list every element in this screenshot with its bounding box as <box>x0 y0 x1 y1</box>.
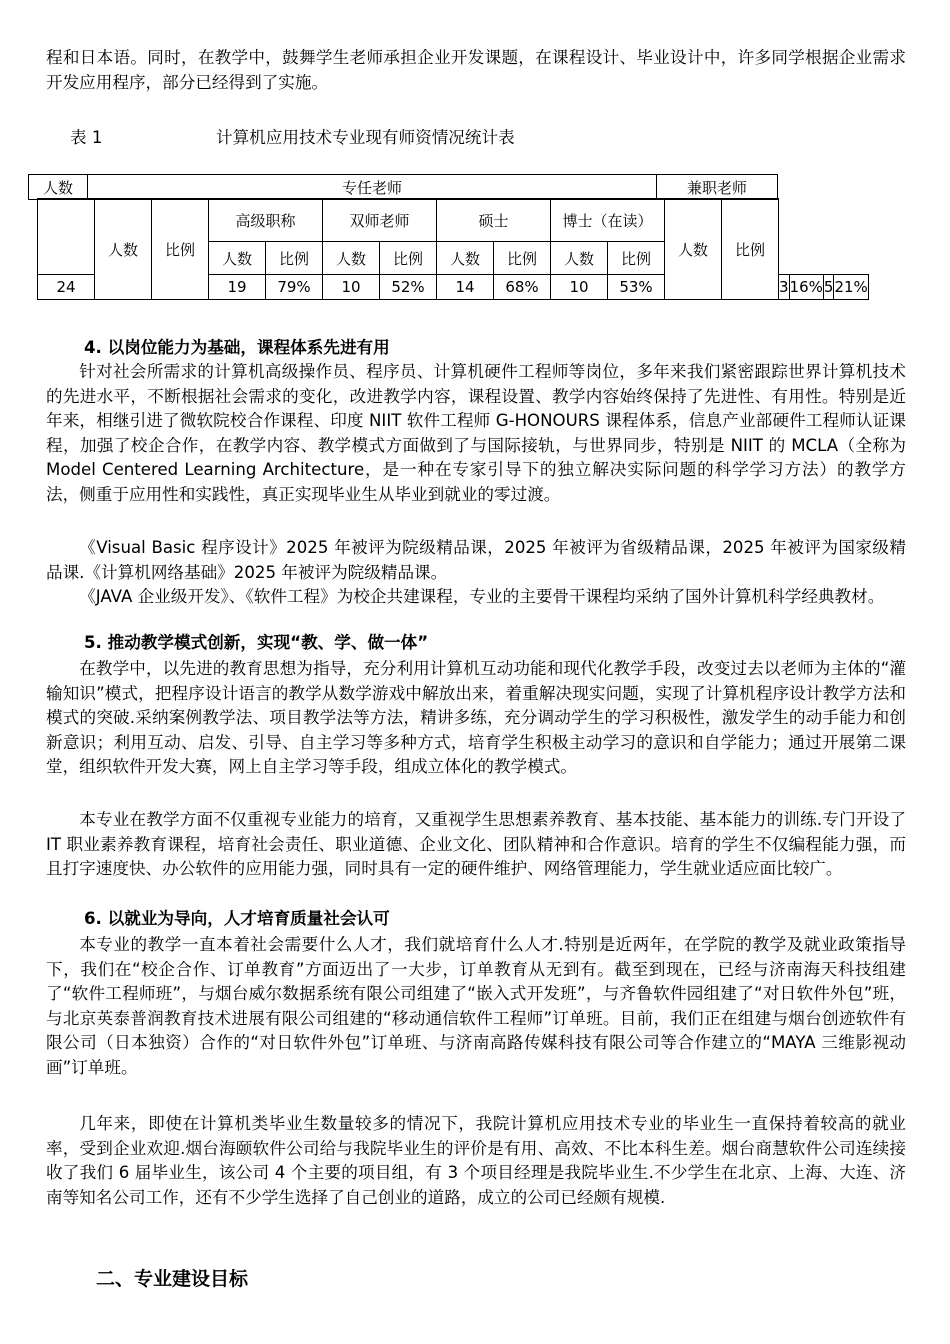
table-cell: 专任老师 <box>88 175 657 200</box>
table-caption <box>70 124 515 148</box>
staff-statistics-table <box>37 198 869 300</box>
table-caption-number: 表 1 <box>70 128 103 147</box>
table-data-cell: 16% <box>789 275 823 300</box>
table-cell-empty <box>38 199 95 275</box>
table-subheader: 人数 <box>551 242 608 275</box>
section-4-paragraph-1: 针对社会所需求的计算机高级操作员、程序员、计算机硬件工程师等岗位，多年来我们紧密跟踪世界计算机技术的先进水平，不断根据社会需求的变化，改进教学内容，课程设置、教学内容始终保持了先进性、有用性。特别是近年来，相继引进了微软院校合作课程、印度 NIIT 软件工程师 G-HONOURS 课程体系，信息产业部硬件工程师认证课程，加强了校企合作，在教学内容、教学模式方面做到了与国际接轨，与世界同步，特别是 NIIT 的 MCLA（全称为 Model Centered Learning Architecture，是一种在专家引导下的独立解决实际问题的科学学习方法）的教学方法，侧重于应用性和实践性，真正实现毕业生从毕业到就业的零过渡。 <box>46 362 906 504</box>
next-section-title: 二、专业建设目标 <box>96 1268 249 1290</box>
table-data-cell: 10 <box>323 275 380 300</box>
table-top-row <box>28 174 778 200</box>
section-5-paragraph-2: 本专业在教学方面不仅重视专业能力的培育，又重视学生思想素养教育、基本技能、基本能力的训练.专门开设了 IT 职业素养教育课程，培育社会责任、职业道德、企业文化、团队精神和合作意识。培育的学生不仅编程能力强，而且打字速度快、办公软件的应用能力强，同时具有一定的硬件维护、网络管理能力，学生就业适应面比较广。 <box>46 810 906 878</box>
table-data-cell: 79% <box>266 275 323 300</box>
table-subheader: 比例 <box>266 242 323 275</box>
section-heading-6: 6. 以就业为导向，人才培育质量社会认可 <box>84 909 390 928</box>
section-4-paragraph-2: 《Visual Basic 程序设计》2025 年被评为院级精品课，2025 年被评为省级精品课，2025 年被评为国家级精品课.《计算机网络基础》2025 年被评为院级精品课。 <box>46 538 906 582</box>
table-data-cell: 10 <box>551 275 608 300</box>
table-data-cell: 19 <box>209 275 266 300</box>
table-header: 比例 <box>152 199 209 300</box>
table-data-cell: 14 <box>437 275 494 300</box>
section-6-paragraph-1: 本专业的教学一直本着社会需要什么人才，我们就培育什么人才.特别是近两年，在学院的教学及就业政策指导下，我们在“校企合作、订单教育”方面迈出了一大步，订单教育从无到有。截至到现在，已经与济南海天科技组建了“软件工程师班”，与烟台威尔数据系统有限公司组建了“嵌入式开发班”，与齐鲁软件园组建了“对日软件外包”班，与北京英泰普润教育技术进展有限公司组建的“移动通信软件工程师”订单班。目前，我们正在组建与烟台创迹软件有限公司（日本独资）合作的“对日软件外包”订单班、与济南高路传媒科技有限公司等合作建立的“MAYA 三维影视动画”订单班。 <box>46 935 906 1077</box>
table-header: 博士（在读） <box>551 199 665 242</box>
table-data-cell: 3 <box>779 275 790 300</box>
table-cell: 兼职老师 <box>657 175 778 200</box>
table-header: 人数 <box>95 199 152 300</box>
table-caption-title: 计算机应用技术专业现有师资情况统计表 <box>216 128 515 147</box>
table-header: 高级职称 <box>209 199 323 242</box>
section-6-paragraph-2: 几年来，即使在计算机类毕业生数量较多的情况下，我院计算机应用技术专业的毕业生一直保持着较高的就业率，受到企业欢迎.烟台海颐软件公司给与我院毕业生的评价是有用、高效、不比本科生差。烟台商慧软件公司连续接收了我们 6 届毕业生，该公司 4 个主要的项目组，有 3 个项目经理是我院毕业生.不少学生在北京、上海、大连、济南等知名公司工作，还有不少学生选择了自己创业的道路，成立的公司已经颇有规模. <box>46 1114 906 1207</box>
section-heading-5: 5. 推动教学模式创新，实现“教、学、做一体” <box>84 633 429 652</box>
table-header: 人数 <box>665 199 722 300</box>
table-subheader: 人数 <box>437 242 494 275</box>
table-cell: 人数 <box>29 175 88 200</box>
table-subheader: 比例 <box>494 242 551 275</box>
table-header: 双师老师 <box>323 199 437 242</box>
table-subheader: 人数 <box>323 242 380 275</box>
table-data-cell: 68% <box>494 275 551 300</box>
table-data-cell: 24 <box>38 275 95 300</box>
table-data-cell: 53% <box>608 275 665 300</box>
table-subheader: 人数 <box>209 242 266 275</box>
table-header: 比例 <box>722 199 779 300</box>
table-subheader: 比例 <box>380 242 437 275</box>
table-header: 硕士 <box>437 199 551 242</box>
table-subheader: 比例 <box>608 242 665 275</box>
section-5-paragraph-1: 在教学中，以先进的教育思想为指导，充分利用计算机互动功能和现代化教学手段，改变过去以老师为主体的“灌输知识”模式，把程序设计语言的教学从数学游戏中解放出来，着重解决现实问题，实现了计算机程序设计教学方法和模式的突破.采纳案例教学法、项目教学法等方法，精讲多练，充分调动学生的学习积极性，激发学生的动手能力和创新意识；利用互动、启发、引导、自主学习等多种方式，培育学生积极主动学习的意识和自学能力；通过开展第二课堂，组织软件开发大赛，网上自主学习等手段，组成立体化的教学模式。 <box>46 659 906 776</box>
table-data-cell: 52% <box>380 275 437 300</box>
section-4-paragraph-3: 《JAVA 企业级开发》、《软件工程》为校企共建课程，专业的主要骨干课程均采纳了国外计算机科学经典教材。 <box>79 587 885 606</box>
table-data-cell: 21% <box>834 275 868 300</box>
table-data-cell: 5 <box>823 275 834 300</box>
section-heading-4: 4. 以岗位能力为基础，课程体系先进有用 <box>84 338 390 357</box>
intro-paragraph: 程和日本语。同时，在教学中，鼓舞学生老师承担企业开发课题，在课程设计、毕业设计中，许多同学根据企业需求开发应用程序，部分已经得到了实施。 <box>46 48 906 92</box>
